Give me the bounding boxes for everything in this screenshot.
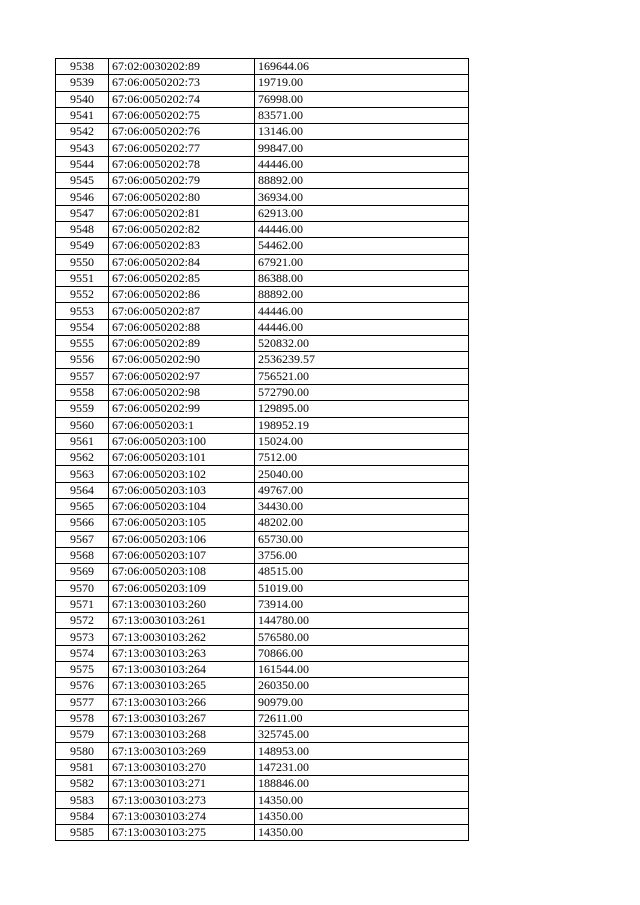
row-number-cell: 9556	[56, 352, 109, 368]
table-row	[56, 645, 469, 661]
row-number-cell: 9559	[56, 401, 109, 417]
row-number-cell: 9541	[56, 107, 109, 123]
row-number-cell: 9546	[56, 189, 109, 205]
value-cell: 144780.00	[255, 613, 469, 629]
value-cell: 48202.00	[255, 515, 469, 531]
cadastral-number-cell: 67:06:0050203:100	[109, 433, 255, 449]
cadastral-number-cell: 67:06:0050202:84	[109, 254, 255, 270]
row-number-cell: 9557	[56, 368, 109, 384]
value-cell: 147231.00	[255, 759, 469, 775]
row-number-cell: 9545	[56, 173, 109, 189]
row-number-cell: 9538	[56, 59, 109, 75]
cadastral-number-cell: 67:06:0050203:102	[109, 466, 255, 482]
row-number-cell: 9558	[56, 384, 109, 400]
cadastral-number-cell: 67:13:0030103:274	[109, 808, 255, 824]
value-cell: 576580.00	[255, 629, 469, 645]
cadastral-number-cell: 67:13:0030103:273	[109, 792, 255, 808]
value-cell: 3756.00	[255, 547, 469, 563]
value-cell: 65730.00	[255, 531, 469, 547]
table-row	[56, 661, 469, 677]
value-cell: 73914.00	[255, 596, 469, 612]
cadastral-number-cell: 67:13:0030103:260	[109, 596, 255, 612]
cadastral-number-cell: 67:06:0050202:89	[109, 336, 255, 352]
row-number-cell: 9562	[56, 450, 109, 466]
value-cell: 70866.00	[255, 645, 469, 661]
row-number-cell: 9569	[56, 564, 109, 580]
table-row	[56, 580, 469, 596]
cadastral-number-cell: 67:06:0050202:98	[109, 384, 255, 400]
cadastral-number-cell: 67:06:0050203:105	[109, 515, 255, 531]
cadastral-number-cell: 67:06:0050203:104	[109, 499, 255, 515]
cadastral-number-cell: 67:13:0030103:265	[109, 678, 255, 694]
table-row	[56, 270, 469, 286]
cadastral-number-cell: 67:06:0050202:78	[109, 156, 255, 172]
value-cell: 51019.00	[255, 580, 469, 596]
table-row	[56, 531, 469, 547]
cadastral-number-cell: 67:06:0050202:79	[109, 173, 255, 189]
table-row	[56, 743, 469, 759]
cadastral-number-cell: 67:13:0030103:270	[109, 759, 255, 775]
row-number-cell: 9540	[56, 91, 109, 107]
cadastral-number-cell: 67:06:0050202:88	[109, 319, 255, 335]
table-row	[56, 91, 469, 107]
row-number-cell: 9554	[56, 319, 109, 335]
table-row	[56, 694, 469, 710]
cadastral-number-cell: 67:06:0050203:103	[109, 482, 255, 498]
table-row	[56, 629, 469, 645]
value-cell: 15024.00	[255, 433, 469, 449]
value-cell: 161544.00	[255, 661, 469, 677]
cadastral-number-cell: 67:06:0050202:80	[109, 189, 255, 205]
value-cell: 34430.00	[255, 499, 469, 515]
value-cell: 169644.06	[255, 59, 469, 75]
table-row	[56, 547, 469, 563]
table-row	[56, 759, 469, 775]
table-row	[56, 140, 469, 156]
cadastral-number-cell: 67:06:0050203:101	[109, 450, 255, 466]
cadastral-number-cell: 67:06:0050203:1	[109, 417, 255, 433]
value-cell: 88892.00	[255, 173, 469, 189]
value-cell: 67921.00	[255, 254, 469, 270]
row-number-cell: 9547	[56, 205, 109, 221]
cadastral-number-cell: 67:06:0050202:97	[109, 368, 255, 384]
value-cell: 86388.00	[255, 270, 469, 286]
value-cell: 72611.00	[255, 710, 469, 726]
row-number-cell: 9555	[56, 336, 109, 352]
value-cell: 14350.00	[255, 824, 469, 840]
cadastral-number-cell: 67:06:0050203:106	[109, 531, 255, 547]
row-number-cell: 9544	[56, 156, 109, 172]
row-number-cell: 9565	[56, 499, 109, 515]
cadastral-number-cell: 67:06:0050202:86	[109, 287, 255, 303]
row-number-cell: 9578	[56, 710, 109, 726]
cadastral-number-cell: 67:13:0030103:261	[109, 613, 255, 629]
cadastral-number-cell: 67:06:0050203:107	[109, 547, 255, 563]
value-cell: 129895.00	[255, 401, 469, 417]
table-row	[56, 499, 469, 515]
row-number-cell: 9568	[56, 547, 109, 563]
value-cell: 44446.00	[255, 156, 469, 172]
row-number-cell: 9571	[56, 596, 109, 612]
table-row	[56, 75, 469, 91]
row-number-cell: 9582	[56, 776, 109, 792]
row-number-cell: 9561	[56, 433, 109, 449]
row-number-cell: 9564	[56, 482, 109, 498]
row-number-cell: 9584	[56, 808, 109, 824]
row-number-cell: 9573	[56, 629, 109, 645]
value-cell: 49767.00	[255, 482, 469, 498]
cadastral-number-cell: 67:06:0050202:82	[109, 221, 255, 237]
cadastral-number-cell: 67:06:0050202:77	[109, 140, 255, 156]
value-cell: 62913.00	[255, 205, 469, 221]
value-cell: 36934.00	[255, 189, 469, 205]
cadastral-number-cell: 67:13:0030103:267	[109, 710, 255, 726]
row-number-cell: 9566	[56, 515, 109, 531]
cadastral-number-cell: 67:06:0050203:108	[109, 564, 255, 580]
table-row	[56, 124, 469, 140]
data-table	[55, 58, 469, 841]
table-row	[56, 450, 469, 466]
cadastral-number-cell: 67:06:0050202:74	[109, 91, 255, 107]
table-row	[56, 727, 469, 743]
value-cell: 44446.00	[255, 221, 469, 237]
row-number-cell: 9581	[56, 759, 109, 775]
table-row	[56, 303, 469, 319]
row-number-cell: 9560	[56, 417, 109, 433]
row-number-cell: 9585	[56, 824, 109, 840]
row-number-cell: 9552	[56, 287, 109, 303]
row-number-cell: 9563	[56, 466, 109, 482]
value-cell: 54462.00	[255, 238, 469, 254]
value-cell: 99847.00	[255, 140, 469, 156]
row-number-cell: 9548	[56, 221, 109, 237]
table-row	[56, 319, 469, 335]
table-row	[56, 792, 469, 808]
row-number-cell: 9553	[56, 303, 109, 319]
cadastral-number-cell: 67:13:0030103:271	[109, 776, 255, 792]
table-row	[56, 205, 469, 221]
cadastral-number-cell: 67:13:0030103:268	[109, 727, 255, 743]
cadastral-number-cell: 67:06:0050202:76	[109, 124, 255, 140]
value-cell: 572790.00	[255, 384, 469, 400]
table-row	[56, 221, 469, 237]
row-number-cell: 9567	[56, 531, 109, 547]
value-cell: 325745.00	[255, 727, 469, 743]
table-row	[56, 678, 469, 694]
table-row	[56, 710, 469, 726]
table-row	[56, 287, 469, 303]
table-row	[56, 482, 469, 498]
cadastral-number-cell: 67:06:0050202:83	[109, 238, 255, 254]
cadastral-number-cell: 67:13:0030103:264	[109, 661, 255, 677]
value-cell: 7512.00	[255, 450, 469, 466]
cadastral-number-cell: 67:06:0050202:81	[109, 205, 255, 221]
cadastral-number-cell: 67:13:0030103:266	[109, 694, 255, 710]
value-cell: 14350.00	[255, 808, 469, 824]
row-number-cell: 9543	[56, 140, 109, 156]
value-cell: 756521.00	[255, 368, 469, 384]
table-row	[56, 824, 469, 840]
row-number-cell: 9576	[56, 678, 109, 694]
row-number-cell: 9572	[56, 613, 109, 629]
value-cell: 520832.00	[255, 336, 469, 352]
table-row	[56, 401, 469, 417]
value-cell: 88892.00	[255, 287, 469, 303]
cadastral-number-cell: 67:13:0030103:275	[109, 824, 255, 840]
cadastral-number-cell: 67:06:0050202:75	[109, 107, 255, 123]
row-number-cell: 9574	[56, 645, 109, 661]
value-cell: 76998.00	[255, 91, 469, 107]
row-number-cell: 9579	[56, 727, 109, 743]
row-number-cell: 9550	[56, 254, 109, 270]
cadastral-number-cell: 67:13:0030103:263	[109, 645, 255, 661]
table-row	[56, 776, 469, 792]
cadastral-number-cell: 67:13:0030103:262	[109, 629, 255, 645]
table-row	[56, 417, 469, 433]
table-row	[56, 238, 469, 254]
value-cell: 44446.00	[255, 303, 469, 319]
table-row	[56, 564, 469, 580]
data-table-body	[56, 59, 469, 841]
value-cell: 198952.19	[255, 417, 469, 433]
table-row	[56, 189, 469, 205]
value-cell: 148953.00	[255, 743, 469, 759]
value-cell: 13146.00	[255, 124, 469, 140]
table-row	[56, 596, 469, 612]
value-cell: 2536239.57	[255, 352, 469, 368]
table-row	[56, 336, 469, 352]
table-row	[56, 613, 469, 629]
table-row	[56, 156, 469, 172]
row-number-cell: 9580	[56, 743, 109, 759]
value-cell: 25040.00	[255, 466, 469, 482]
cadastral-number-cell: 67:06:0050202:87	[109, 303, 255, 319]
value-cell: 14350.00	[255, 792, 469, 808]
row-number-cell: 9542	[56, 124, 109, 140]
row-number-cell: 9549	[56, 238, 109, 254]
table-row	[56, 433, 469, 449]
cadastral-number-cell: 67:06:0050202:85	[109, 270, 255, 286]
table-row	[56, 254, 469, 270]
value-cell: 260350.00	[255, 678, 469, 694]
table-row	[56, 466, 469, 482]
cadastral-number-cell: 67:06:0050203:109	[109, 580, 255, 596]
value-cell: 188846.00	[255, 776, 469, 792]
cadastral-number-cell: 67:06:0050202:73	[109, 75, 255, 91]
row-number-cell: 9551	[56, 270, 109, 286]
table-row	[56, 368, 469, 384]
value-cell: 83571.00	[255, 107, 469, 123]
row-number-cell: 9539	[56, 75, 109, 91]
cadastral-number-cell: 67:02:0030202:89	[109, 59, 255, 75]
cadastral-number-cell: 67:13:0030103:269	[109, 743, 255, 759]
cadastral-number-cell: 67:06:0050202:90	[109, 352, 255, 368]
cadastral-number-cell: 67:06:0050202:99	[109, 401, 255, 417]
table-row	[56, 173, 469, 189]
table-row	[56, 107, 469, 123]
value-cell: 90979.00	[255, 694, 469, 710]
row-number-cell: 9577	[56, 694, 109, 710]
table-row	[56, 515, 469, 531]
value-cell: 48515.00	[255, 564, 469, 580]
value-cell: 19719.00	[255, 75, 469, 91]
table-row	[56, 384, 469, 400]
table-row	[56, 352, 469, 368]
row-number-cell: 9570	[56, 580, 109, 596]
row-number-cell: 9583	[56, 792, 109, 808]
table-row	[56, 59, 469, 75]
table-row	[56, 808, 469, 824]
value-cell: 44446.00	[255, 319, 469, 335]
row-number-cell: 9575	[56, 661, 109, 677]
